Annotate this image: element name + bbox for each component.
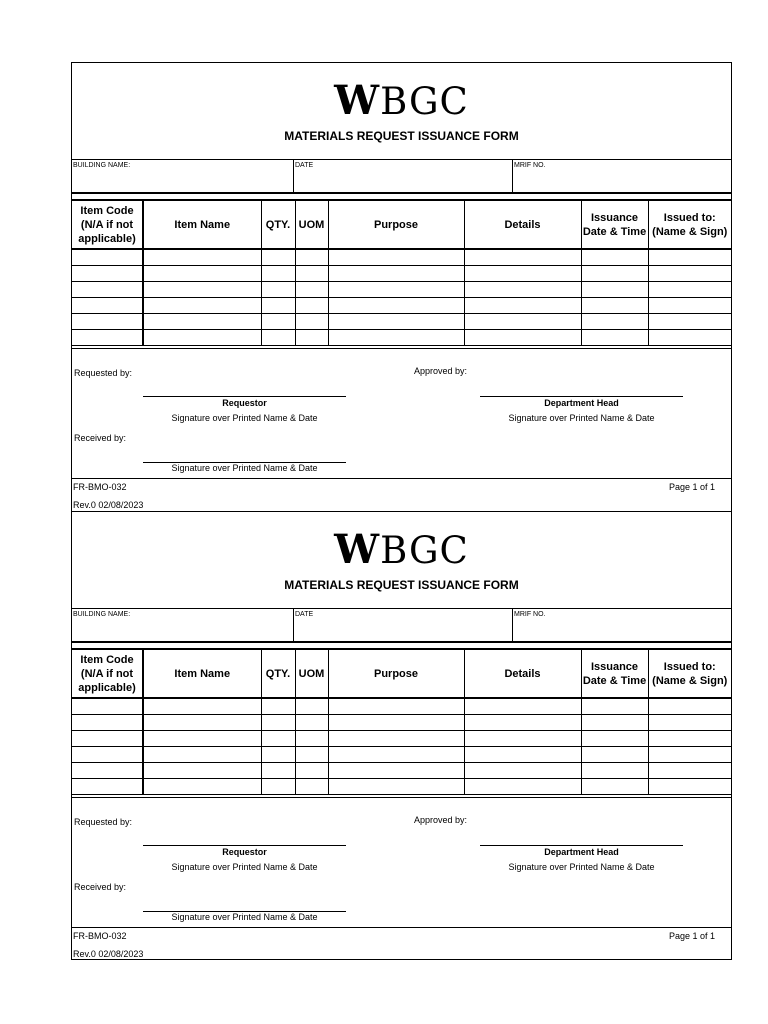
building-name-field[interactable] xyxy=(72,609,293,641)
table-header-row xyxy=(72,200,731,249)
col-uom: UOM xyxy=(295,200,328,249)
table-cell[interactable] xyxy=(72,314,143,330)
requestor-title: Requestor xyxy=(222,847,267,857)
table-cell[interactable] xyxy=(648,249,731,266)
table-cell[interactable] xyxy=(464,731,581,747)
table-cell[interactable] xyxy=(72,715,143,731)
table-row xyxy=(72,314,731,330)
table-cell[interactable] xyxy=(648,747,731,763)
table-cell[interactable] xyxy=(295,266,328,282)
table-cell[interactable] xyxy=(261,715,295,731)
table-cell[interactable] xyxy=(328,731,464,747)
table-cell[interactable] xyxy=(581,314,648,330)
table-cell[interactable] xyxy=(328,282,464,298)
received-by-label: Received by: xyxy=(74,433,127,443)
mrif-no-field[interactable] xyxy=(512,160,731,192)
table-cell[interactable] xyxy=(464,698,581,715)
request-form xyxy=(71,62,732,511)
table-row xyxy=(72,698,731,715)
table-cell[interactable] xyxy=(72,298,143,314)
col-issued-to: Issued to: (Name & Sign) xyxy=(648,200,731,249)
table-cell[interactable] xyxy=(328,763,464,779)
date-field[interactable] xyxy=(293,160,512,192)
wbgc-logo xyxy=(72,526,731,573)
table-cell[interactable] xyxy=(328,266,464,282)
table-cell[interactable] xyxy=(143,314,261,330)
table-cell[interactable] xyxy=(581,779,648,795)
divider xyxy=(72,642,731,643)
table-cell[interactable] xyxy=(261,266,295,282)
date-field[interactable] xyxy=(293,609,512,641)
table-cell[interactable] xyxy=(648,698,731,715)
header-fields-row xyxy=(72,608,731,642)
table-cell[interactable] xyxy=(261,298,295,314)
form-code: FR-BMO-032 xyxy=(73,931,127,941)
form-title: MATERIALS REQUEST ISSUANCE FORM xyxy=(284,129,519,143)
col-qty: QTY. xyxy=(261,649,295,698)
table-cell[interactable] xyxy=(464,779,581,795)
logo-rest: BGC xyxy=(380,80,469,123)
table-cell[interactable] xyxy=(143,779,261,795)
table-cell[interactable] xyxy=(72,731,143,747)
items-table xyxy=(72,648,731,795)
table-cell[interactable] xyxy=(464,266,581,282)
col-details: Details xyxy=(464,200,581,249)
received-by-label: Received by: xyxy=(74,882,127,892)
table-cell[interactable] xyxy=(581,698,648,715)
table-cell[interactable] xyxy=(72,282,143,298)
approved-by-label: Approved by: xyxy=(414,815,468,825)
table-cell[interactable] xyxy=(581,715,648,731)
form-code: FR-BMO-032 xyxy=(73,482,127,492)
logo-w: W xyxy=(334,526,381,573)
table-cell[interactable] xyxy=(143,282,261,298)
mrif-no-label: MRIF NO. xyxy=(514,162,546,169)
department-head-subtitle: Signature over Printed Name & Date xyxy=(508,413,655,423)
form-title: MATERIALS REQUEST ISSUANCE FORM xyxy=(284,578,519,592)
table-cell[interactable] xyxy=(72,330,143,346)
col-issued-to: Issued to: (Name & Sign) xyxy=(648,649,731,698)
table-cell[interactable] xyxy=(261,282,295,298)
table-cell[interactable] xyxy=(295,298,328,314)
table-row xyxy=(72,731,731,747)
table-cell[interactable] xyxy=(143,715,261,731)
header-fields-row xyxy=(72,159,731,193)
table-cell[interactable] xyxy=(261,314,295,330)
requestor-title: Requestor xyxy=(222,398,267,408)
col-issuance-date-time: Issuance Date & Time xyxy=(581,649,648,698)
table-cell[interactable] xyxy=(328,298,464,314)
table-cell[interactable] xyxy=(261,249,295,266)
table-row xyxy=(72,249,731,266)
table-cell[interactable] xyxy=(648,731,731,747)
table-cell[interactable] xyxy=(143,298,261,314)
department-head-signature-line[interactable] xyxy=(480,845,683,846)
table-cell[interactable] xyxy=(648,314,731,330)
logo-w: W xyxy=(334,77,381,124)
col-purpose: Purpose xyxy=(328,649,464,698)
revision: Rev.0 02/08/2023 xyxy=(73,500,144,510)
logo-rest: BGC xyxy=(380,529,469,572)
table-cell[interactable] xyxy=(581,298,648,314)
table-cell[interactable] xyxy=(295,763,328,779)
col-issuance-date-time: Issuance Date & Time xyxy=(581,200,648,249)
table-cell[interactable] xyxy=(295,715,328,731)
table-cell[interactable] xyxy=(648,298,731,314)
date-label: DATE xyxy=(295,162,314,169)
table-row xyxy=(72,763,731,779)
table-cell[interactable] xyxy=(295,698,328,715)
table-cell[interactable] xyxy=(295,779,328,795)
divider xyxy=(72,478,731,479)
table-cell[interactable] xyxy=(464,330,581,346)
building-name-label: BUILDING NAME: xyxy=(73,611,131,618)
table-cell[interactable] xyxy=(648,715,731,731)
table-cell[interactable] xyxy=(581,330,648,346)
table-cell[interactable] xyxy=(72,249,143,266)
table-cell[interactable] xyxy=(295,330,328,346)
table-cell[interactable] xyxy=(143,763,261,779)
table-row xyxy=(72,298,731,314)
department-head-signature-line[interactable] xyxy=(480,396,683,397)
col-purpose: Purpose xyxy=(328,200,464,249)
table-cell[interactable] xyxy=(261,731,295,747)
table-row xyxy=(72,779,731,795)
table-cell[interactable] xyxy=(581,282,648,298)
divider xyxy=(72,927,731,928)
table-cell[interactable] xyxy=(328,779,464,795)
table-cell[interactable] xyxy=(72,698,143,715)
table-cell[interactable] xyxy=(328,698,464,715)
table-cell[interactable] xyxy=(295,731,328,747)
requestor-signature-line[interactable] xyxy=(143,396,346,397)
col-qty: QTY. xyxy=(261,200,295,249)
receiver-subtitle: Signature over Printed Name & Date xyxy=(171,463,318,473)
requestor-subtitle: Signature over Printed Name & Date xyxy=(171,862,318,872)
table-cell[interactable] xyxy=(72,747,143,763)
col-item-code: Item Code (N/A if not applicable) xyxy=(72,200,143,249)
col-item-name: Item Name xyxy=(143,649,261,698)
revision: Rev.0 02/08/2023 xyxy=(73,949,144,959)
table-cell[interactable] xyxy=(295,747,328,763)
table-cell[interactable] xyxy=(648,779,731,795)
table-cell[interactable] xyxy=(328,249,464,266)
table-cell[interactable] xyxy=(464,249,581,266)
wbgc-logo xyxy=(72,77,731,124)
table-cell[interactable] xyxy=(648,282,731,298)
table-cell[interactable] xyxy=(648,763,731,779)
table-cell[interactable] xyxy=(261,330,295,346)
request-form xyxy=(71,511,732,960)
table-cell[interactable] xyxy=(143,266,261,282)
table-cell[interactable] xyxy=(295,282,328,298)
table-cell[interactable] xyxy=(648,266,731,282)
table-cell[interactable] xyxy=(72,266,143,282)
requestor-subtitle: Signature over Printed Name & Date xyxy=(171,413,318,423)
table-cell[interactable] xyxy=(581,747,648,763)
mrif-no-label: MRIF NO. xyxy=(514,611,546,618)
page-number: Page 1 of 1 xyxy=(668,931,715,941)
table-row xyxy=(72,330,731,346)
department-head-title: Department Head xyxy=(544,847,619,857)
table-cell[interactable] xyxy=(464,282,581,298)
table-cell[interactable] xyxy=(143,698,261,715)
table-cell[interactable] xyxy=(581,763,648,779)
col-item-name: Item Name xyxy=(143,200,261,249)
table-cell[interactable] xyxy=(261,763,295,779)
department-head-subtitle: Signature over Printed Name & Date xyxy=(508,862,655,872)
col-details: Details xyxy=(464,649,581,698)
table-cell[interactable] xyxy=(143,747,261,763)
receiver-subtitle: Signature over Printed Name & Date xyxy=(171,912,318,922)
requested-by-label: Requested by: xyxy=(74,817,133,827)
mrif-no-field[interactable] xyxy=(512,609,731,641)
col-item-code: Item Code (N/A if not applicable) xyxy=(72,649,143,698)
table-cell[interactable] xyxy=(464,715,581,731)
requested-by-label: Requested by: xyxy=(74,368,133,378)
table-cell[interactable] xyxy=(464,747,581,763)
table-cell[interactable] xyxy=(464,763,581,779)
page-number: Page 1 of 1 xyxy=(668,482,715,492)
table-cell[interactable] xyxy=(72,763,143,779)
items-table xyxy=(72,199,731,346)
table-cell[interactable] xyxy=(295,249,328,266)
table-cell[interactable] xyxy=(261,779,295,795)
divider xyxy=(72,193,731,194)
table-cell[interactable] xyxy=(464,298,581,314)
table-cell[interactable] xyxy=(72,779,143,795)
table-cell[interactable] xyxy=(328,747,464,763)
table-cell[interactable] xyxy=(648,330,731,346)
col-uom: UOM xyxy=(295,649,328,698)
building-name-field[interactable] xyxy=(72,160,293,192)
department-head-title: Department Head xyxy=(544,398,619,408)
table-cell[interactable] xyxy=(143,249,261,266)
table-cell[interactable] xyxy=(143,731,261,747)
building-name-label: BUILDING NAME: xyxy=(73,162,131,169)
requestor-signature-line[interactable] xyxy=(143,845,346,846)
divider xyxy=(72,348,731,349)
table-row xyxy=(72,715,731,731)
table-cell[interactable] xyxy=(328,715,464,731)
table-cell[interactable] xyxy=(261,747,295,763)
table-row xyxy=(72,282,731,298)
table-cell[interactable] xyxy=(295,314,328,330)
table-cell[interactable] xyxy=(581,731,648,747)
table-row xyxy=(72,266,731,282)
table-header-row xyxy=(72,649,731,698)
table-cell[interactable] xyxy=(328,314,464,330)
divider xyxy=(72,797,731,798)
table-cell[interactable] xyxy=(581,249,648,266)
table-cell[interactable] xyxy=(261,698,295,715)
table-cell[interactable] xyxy=(328,330,464,346)
date-label: DATE xyxy=(295,611,314,618)
table-cell[interactable] xyxy=(143,330,261,346)
table-row xyxy=(72,747,731,763)
table-cell[interactable] xyxy=(581,266,648,282)
approved-by-label: Approved by: xyxy=(414,366,468,376)
table-cell[interactable] xyxy=(464,314,581,330)
